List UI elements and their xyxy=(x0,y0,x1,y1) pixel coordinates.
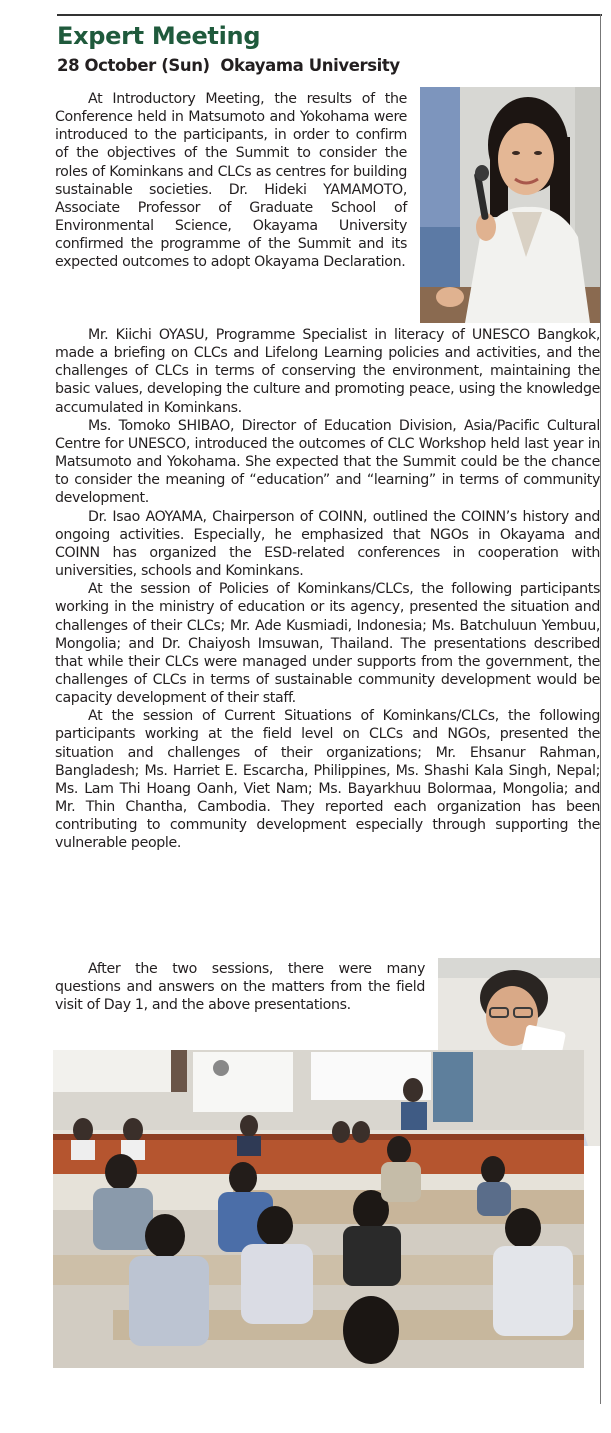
speaker-photo-woman xyxy=(420,87,600,323)
page-border xyxy=(600,14,601,1404)
paragraph-current-situations-session: At the session of Current Situations of Kominkans/CLCs, the following participants working at the field level on CLCs and NGOs, presented the situation and challenges of their organizations; Mr. Ehsanur Rahman, Bangladesh; Ms. Harriet E. Escarcha, Philippines, Ms. Shashi Kala Singh, Nepal; Ms. Lam Thi Hoang Oanh, Viet Nam; Ms. Bayarkhuu Bolormaa, Mongolia; and Mr. Thin Chantha, Cambodia. They reported each organization has been contributing to community development especially through supporting the vulnerable people. xyxy=(55,708,600,852)
paragraph-shibao: Ms. Tomoko SHIBAO, Director of Education Division, Asia/Pacific Cultural Centre for UNESCO, introduced the outcomes of CLC Workshop held last year in Matsumoto and Yokohama. She expected that the Summit could be the chance to consider the meaning of “education” and “learning” in terms of community development. xyxy=(55,417,600,507)
conference-room-photo xyxy=(53,1050,584,1368)
article-title: Expert Meeting xyxy=(57,22,261,50)
body-text xyxy=(55,326,600,853)
paragraph-oyasu: Mr. Kiichi OYASU, Programme Specialist in literacy of UNESCO Bangkok, made a briefing on CLCs and Lifelong Learning policies and activities, and the challenges of CLCs in terms of conserving the environment, maintaining the basic values, developing the culture and promoting peace, using the knowledge accumulated in Kominkans. xyxy=(55,327,600,416)
intro-paragraph: At Introductory Meeting, the results of the Conference held in Matsumoto and Yokohama were introduced to the participants, in order to confirm of the objectives of the Summit to consider the roles of Kominkans and CLCs as centres for building sustainable societies. Dr. Hideki YAMAMOTO, Associate Professor of Graduate School of Environmental Science, Okayama University confirmed the programme of the Summit and its expected outcomes to adopt Okayama Declaration. xyxy=(55,91,407,271)
header-rule xyxy=(57,14,602,16)
article-subtitle: 28 October (Sun) Okayama University xyxy=(57,56,400,75)
paragraph-aoyama: Dr. Isao AOYAMA, Chairperson of COINN, outlined the COINN’s history and ongoing activities. Especially, he emphasized that NGOs in Okayama and COINN has organized the ESD-related conferences in cooperation with universities, schools and Kominkans. xyxy=(55,508,600,580)
closing-paragraph: After the two sessions, there were many questions and answers on the matters from the field visit of Day 1, and the above presentations. xyxy=(55,961,425,1014)
paragraph-policies-session: At the session of Policies of Kominkans/CLCs, the following participants working in the ministry of education or its agency, presented the situation and challenges of their CLCs; Mr. Ade Kusmiadi, Indonesia; Ms. Batchuluun Yembuu, Mongolia; and Dr. Chaiyosh Imsuwan, Thailand. The presentations described that while their CLCs were managed under supports from the government, the challenges of CLCs in terms of sustainable community development would be capacity development of their staff. xyxy=(55,581,600,707)
